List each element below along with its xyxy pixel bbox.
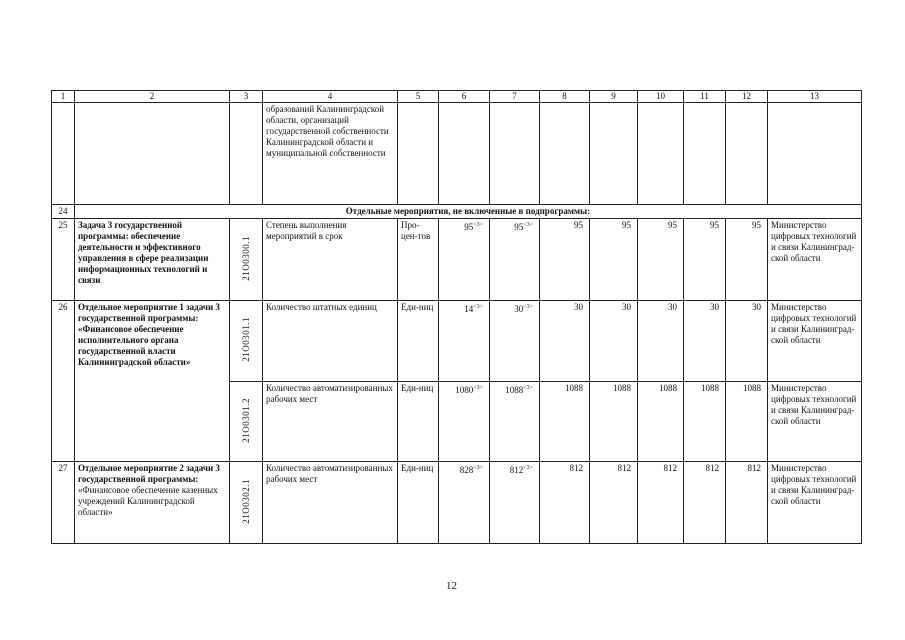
value-cell: 1088 [505,385,524,395]
task-name [75,462,230,544]
column-number: 12 [726,91,768,103]
value-cell: 30 [540,301,590,382]
indicator-cell: Количество автоматизированных рабочих мест [263,462,398,544]
task-name-bold: Отдельное мероприятие 2 задачи 3 государственной программы: [78,463,220,484]
page-number: 12 [446,580,457,592]
indicator-code: 21О0300.1 [240,235,251,281]
table-row [52,462,862,544]
indicator-code: 21О0301.2 [240,397,251,443]
value-cell: 1080 [455,385,474,395]
table-row [52,219,862,301]
value-cell: 812 [638,462,684,544]
table-row [52,301,862,382]
column-number: 4 [263,91,398,103]
column-number: 6 [439,91,490,103]
value-cell: 95 [684,219,726,301]
responsible-cell: Министерство цифровых технологий и связи Калининград-ской области [768,382,862,462]
responsible-cell: Министерство цифровых технологий и связи Калининград-ской области [768,301,862,382]
indicator-code: 21О0301.1 [240,317,251,362]
indicator-cell: Степень выполнения мероприятий в срок [263,219,398,301]
value-cell: 30 [684,301,726,382]
task-name: Задача 3 государственной программы: обеспечение деятельности и эффективного управления в сфере реализации информационных технологий и связи [75,219,230,301]
row-number: 27 [52,462,75,544]
value-cell: 812 [509,465,524,475]
unit-cell: Еди-ниц [398,382,439,462]
unit-cell: Про-цен-тов [398,219,439,301]
value-cell: 812 [540,462,590,544]
value-cell: 95 [464,222,474,232]
indicator-table [51,90,862,544]
table-row [52,103,862,205]
table-row [52,205,862,219]
value-cell: 1088 [684,382,726,462]
footnote-mark: <3> [473,385,483,391]
value-cell: 30 [726,301,768,382]
value-cell: 95 [514,222,524,232]
footnote-mark: <3> [473,304,483,310]
column-number: 10 [638,91,684,103]
column-number: 1 [52,91,75,103]
indicator-code: 21О0302.1 [240,478,251,524]
value-cell: 812 [590,462,638,544]
footnote-mark: <3> [523,465,533,471]
value-cell: 30 [590,301,638,382]
value-cell: 95 [540,219,590,301]
column-number: 11 [684,91,726,103]
value-cell: 812 [726,462,768,544]
column-number: 13 [768,91,862,103]
indicator-cell: Количество штатных единиц [263,301,398,382]
row-number: 24 [52,205,75,219]
footnote-mark: <3> [473,465,483,471]
responsible-cell: Министерство цифровых технологий и связи Калининград-ской области [768,462,862,544]
value-cell: 95 [638,219,684,301]
footnote-mark: <3> [523,385,533,391]
value-cell: 95 [590,219,638,301]
value-cell: 30 [514,304,524,314]
value-cell: 828 [459,465,474,475]
footnote-mark: <3> [523,222,533,228]
column-number: 7 [490,91,540,103]
column-number: 2 [75,91,230,103]
row-number: 25 [52,219,75,301]
indicator-cell: Количество автоматизированных рабочих мест [263,382,398,462]
unit-cell: Еди-ниц [398,301,439,382]
column-number: 3 [230,91,263,103]
indicator-cell: образований Калининградской области, организаций государственной собственности Калининградской области и муниципальной собственности [263,103,398,205]
value-cell: 1088 [540,382,590,462]
value-cell: 30 [638,301,684,382]
footnote-mark: <3> [523,304,533,310]
unit-cell: Еди-ниц [398,462,439,544]
value-cell: 812 [684,462,726,544]
column-number: 8 [540,91,590,103]
column-number-row [52,91,862,103]
row-number: 26 [52,301,75,462]
value-cell: 1088 [638,382,684,462]
value-cell: 95 [726,219,768,301]
value-cell: 14 [464,304,474,314]
value-cell: 1088 [726,382,768,462]
footnote-mark: <3> [473,222,483,228]
task-name-rest: «Финансовое обеспечение казенных учреждений Калининградской области» [78,485,218,517]
section-title: Отдельные мероприятия, не включенные в подпрограммы: [75,205,862,219]
column-number: 9 [590,91,638,103]
task-name: Отдельное мероприятие 1 задачи 3 государственной программы: «Финансовое обеспечение исполнительного органа государственной власти Калининградской области» [75,301,230,462]
responsible-cell: Министерство цифровых технологий и связи Калининград-ской области [768,219,862,301]
column-number: 5 [398,91,439,103]
value-cell: 1088 [590,382,638,462]
